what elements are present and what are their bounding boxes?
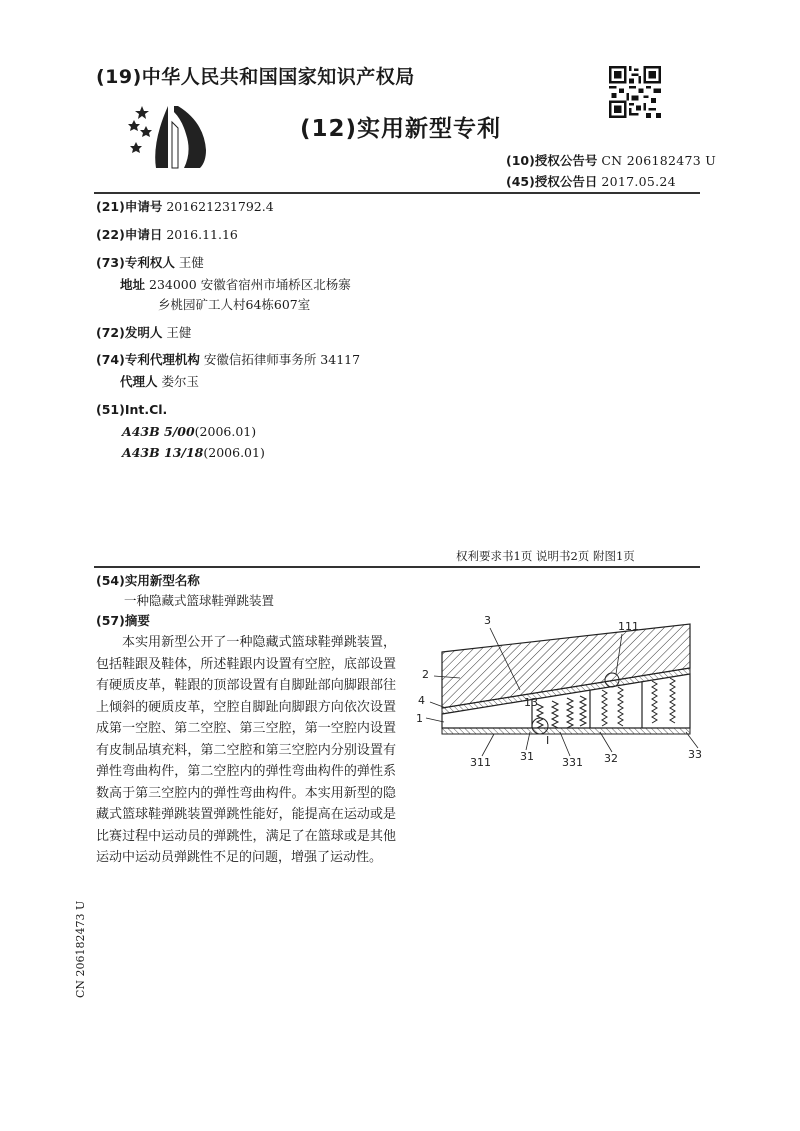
owner: 王健 [178, 255, 204, 270]
label-111: 111 [618, 620, 639, 633]
application-date-line [96, 226, 238, 244]
owner-line [96, 254, 204, 272]
label-331: 331 [562, 756, 583, 769]
address-label: 地址 [120, 277, 146, 292]
spine-publication-number: CN 206182473 U [74, 900, 87, 998]
agency-line [96, 351, 360, 369]
label-311: 311 [470, 756, 491, 769]
int-cl-line [96, 401, 167, 419]
abstract-text: 本实用新型公开了一种隐藏式篮球鞋弹跳装置，包括鞋跟及鞋体，所述鞋跟内设置有空腔，底部设置有硬质皮革，鞋跟的顶部设置有自脚趾部向脚跟部往上倾斜的硬质皮革，空腔自脚趾向脚跟方向依次设置成第一空腔、第二空腔、第三空腔，第一空腔内设置有皮制品填充料，第二空腔和第三空腔内分别设置有弹性弯曲构件，第二空腔内的弹性弯曲构件的弹性系数高于第三空腔内的弹性弯曲构件。本实用新型的隐藏式篮球鞋弹跳装置弹跳性能好，能提高在运动或是比赛过程中运动员的弹跳性，满足了在篮球或是其他运动中运动员弹跳性不足的问题，增强了运动性。 [96, 635, 396, 865]
label-2: 2 [422, 668, 429, 681]
int-cl-label: (51)Int.Cl. [96, 402, 168, 417]
agent: 娄尔玉 [161, 374, 200, 389]
application-number: 201621231792.4 [166, 199, 274, 214]
grant-date-line [506, 172, 676, 190]
grant-date-label: (45)授权公告日 [506, 174, 598, 189]
agency-label: (74)专利代理机构 [96, 352, 200, 367]
ipc-version: (2006.01) [194, 424, 257, 439]
ipc-code: A43B 13/18 [122, 445, 204, 460]
cnipa-emblem-icon [128, 102, 214, 170]
owner-label: (73)专利权人 [96, 255, 175, 270]
application-number-label: (21)申请号 [96, 199, 163, 214]
ipc-version: (2006.01) [203, 445, 265, 460]
utility-model-title: 一种隐藏式篮球鞋弹跳装置 [124, 593, 275, 608]
section-divider [94, 566, 700, 568]
label-31: 31 [520, 750, 534, 763]
label-3: 3 [484, 614, 491, 627]
application-date: 2016.11.16 [166, 227, 238, 242]
grant-date: 2017.05.24 [601, 174, 676, 189]
header-divider [94, 192, 700, 194]
sole-leather-layer [442, 728, 690, 734]
label-4: 4 [418, 694, 425, 707]
grant-number-line [506, 151, 716, 169]
ipc-line-2 [122, 444, 265, 462]
inventor-label: (72)发明人 [96, 325, 163, 340]
label-1: 1 [416, 712, 423, 725]
address-line-2: 乡桃园矿工人村64栋607室 [158, 297, 311, 312]
inventor: 王健 [166, 325, 192, 340]
qr-code-icon [609, 66, 661, 118]
grant-number-label: (10)授权公告号 [506, 153, 598, 168]
agent-label: 代理人 [120, 374, 158, 389]
shoe-heel-cross-section-figure [412, 608, 712, 778]
abstract-label: (57)摘要 [96, 613, 150, 628]
grant-number: CN 206182473 U [601, 153, 717, 168]
title-label: (54)实用新型名称 [96, 573, 200, 588]
label-I: I [546, 734, 550, 747]
patent-type-title: (12)实用新型专利 [300, 116, 502, 142]
inventor-line [96, 324, 191, 342]
application-date-label: (22)申请日 [96, 227, 163, 242]
page-count-info: 权利要求书1页 说明书2页 附图1页 [456, 549, 635, 563]
application-number-line [96, 198, 274, 216]
agency: 安徽信拓律师事务所 34117 [203, 352, 361, 367]
label-13: 13 [524, 696, 538, 709]
address-line-2-wrap [158, 296, 310, 314]
label-33: 33 [688, 748, 702, 761]
address-line-1: 234000 安徽省宿州市埇桥区北杨寨 [149, 277, 351, 292]
ipc-code: A43B 5/00 [122, 424, 195, 439]
label-32: 32 [604, 752, 618, 765]
office-name: (19)中华人民共和国国家知识产权局 [96, 66, 415, 88]
agent-line [120, 373, 199, 391]
address-line [120, 276, 351, 294]
ipc-line-1 [122, 423, 256, 441]
